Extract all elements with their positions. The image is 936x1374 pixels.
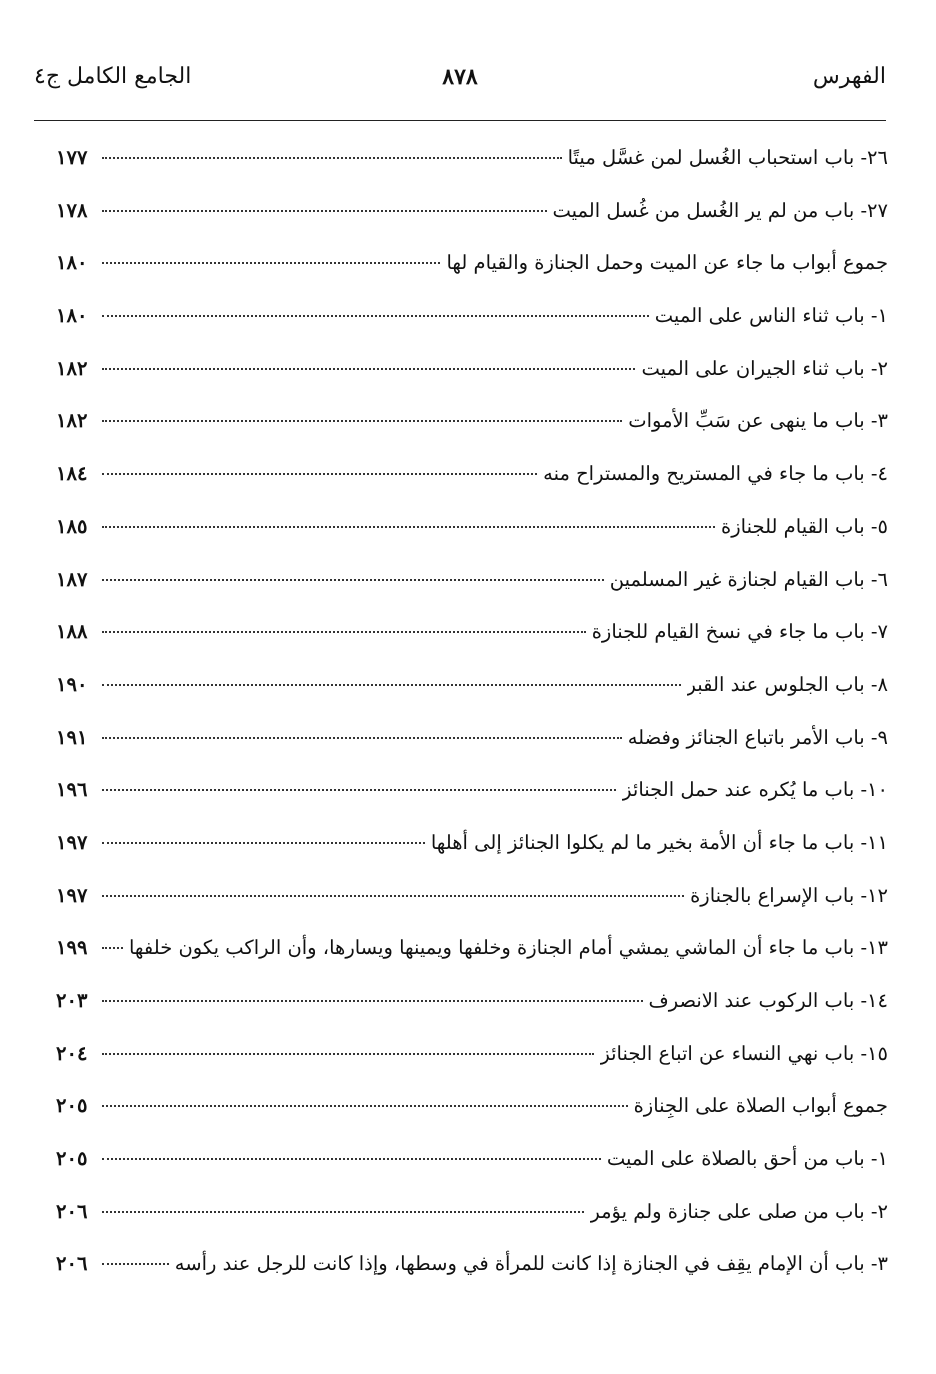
- toc-entry-page: ١٩٧: [56, 883, 88, 907]
- toc-entry-title: جموع أبواب الصلاة على الجِنازة: [633, 1094, 888, 1118]
- toc-entry-page: ١٨٧: [56, 567, 88, 591]
- toc-entry: [56, 347, 888, 400]
- toc-entry-title: جموع أبواب ما جاء عن الميت وحمل الجنازة والقيام لها: [446, 251, 888, 275]
- toc-entry-page: ٢٠٥: [56, 1147, 88, 1171]
- toc-entry-page: ٢٠٦: [56, 1199, 88, 1223]
- table-of-contents: [56, 136, 888, 1295]
- toc-section-heading: [56, 1084, 888, 1137]
- toc-entry: [56, 452, 888, 505]
- toc-entry-page: ١٩١: [56, 725, 88, 749]
- dot-leader: [102, 420, 622, 422]
- toc-entry: [56, 136, 888, 189]
- dot-leader: [102, 1158, 601, 1160]
- page-number: ٨٧٨: [442, 64, 478, 90]
- toc-entry-title: ٣- باب أن الإمام يقِف في الجنازة إذا كانت للمرأة في وسطها، وإذا كانت للرجل عند رأسه: [174, 1252, 888, 1276]
- toc-entry: [56, 1032, 888, 1085]
- toc-entry-page: ١٨٢: [56, 356, 88, 380]
- toc-entry: [56, 399, 888, 452]
- toc-entry-page: ١٨٠: [56, 304, 88, 328]
- toc-entry-title: ٢- باب من صلى على جنازة ولم يؤمر: [590, 1199, 888, 1223]
- toc-entry-title: ٦- باب القيام لجنازة غير المسلمين: [609, 567, 888, 591]
- toc-entry: [56, 505, 888, 558]
- toc-entry: [56, 979, 888, 1032]
- toc-entry: [56, 294, 888, 347]
- toc-entry-title: ١٤- باب الركوب عند الانصرف: [648, 989, 888, 1012]
- dot-leader: [102, 1105, 628, 1107]
- header-divider: [34, 120, 886, 121]
- dot-leader: [102, 737, 622, 739]
- toc-entry-page: ١٩٦: [56, 778, 88, 802]
- toc-entry: [56, 1137, 888, 1190]
- toc-entry-page: ١٨٤: [56, 462, 88, 486]
- toc-entry: [56, 926, 888, 979]
- toc-entry-title: ١٣- باب ما جاء أن الماشي يمشي أمام الجنازة وخلفها ويمينها ويسارها، وأن الراكب يكون خلفها: [128, 936, 888, 960]
- toc-entry-title: ١٠- باب ما يُكره عند حمل الجنائز: [622, 778, 888, 802]
- toc-entry-page: ١٧٧: [56, 146, 88, 169]
- toc-entry: [56, 189, 888, 242]
- toc-entry-page: ٢٠٦: [56, 1252, 88, 1276]
- toc-entry: [56, 768, 888, 821]
- dot-leader: [102, 1263, 169, 1265]
- toc-entry-page: ١٨٨: [56, 620, 88, 644]
- toc-section-heading: [56, 241, 888, 294]
- toc-entry-title: ١- باب من أحق بالصلاة على الميت: [606, 1147, 888, 1171]
- dot-leader: [102, 1053, 594, 1055]
- dot-leader: [102, 210, 547, 212]
- dot-leader: [102, 1211, 584, 1213]
- dot-leader: [102, 526, 715, 528]
- dot-leader: [102, 1000, 643, 1002]
- toc-entry-page: ٢٠٣: [56, 989, 88, 1012]
- book-title: الجامع الكامل ج٤: [34, 64, 192, 89]
- toc-entry-page: ٢٠٤: [56, 1041, 88, 1065]
- page-header: [34, 60, 886, 100]
- toc-entry-title: ٣- باب ما ينهى عن سَبِّ الأموات: [628, 409, 888, 433]
- toc-entry: [56, 821, 888, 874]
- dot-leader: [102, 684, 681, 686]
- toc-entry: [56, 558, 888, 611]
- toc-entry-page: ١٩٩: [56, 936, 88, 960]
- dot-leader: [102, 579, 604, 581]
- toc-entry-page: ١٨٢: [56, 409, 88, 433]
- toc-entry-title: ٢- باب ثناء الجيران على الميت: [641, 356, 888, 380]
- toc-entry: [56, 716, 888, 769]
- dot-leader: [102, 631, 586, 633]
- toc-entry-page: ١٩٧: [56, 830, 88, 854]
- dot-leader: [102, 842, 425, 844]
- toc-entry-title: ٧- باب ما جاء في نسخ القيام للجنازة: [591, 620, 888, 644]
- toc-entry-page: ١٧٨: [56, 198, 88, 222]
- toc-entry-title: ٢٧- باب من لم ير الغُسل من غُسل الميت: [552, 198, 888, 222]
- dot-leader: [102, 947, 123, 949]
- toc-entry-page: ١٨٠: [56, 251, 88, 275]
- section-title: الفهرس: [812, 64, 886, 89]
- toc-entry: [56, 610, 888, 663]
- dot-leader: [102, 157, 562, 159]
- toc-entry-title: ١- باب ثناء الناس على الميت: [654, 304, 888, 328]
- toc-entry: [56, 1190, 888, 1243]
- dot-leader: [102, 315, 649, 317]
- toc-entry-title: ١١- باب ما جاء أن الأمة بخير ما لم يكلوا الجنائز إلى أهلها: [430, 830, 888, 854]
- dot-leader: [102, 262, 440, 264]
- toc-entry: [56, 663, 888, 716]
- toc-entry-title: ٥- باب القيام للجنازة: [721, 514, 888, 538]
- dot-leader: [102, 368, 635, 370]
- dot-leader: [102, 895, 684, 897]
- toc-entry-page: ٢٠٥: [56, 1094, 88, 1118]
- toc-entry-page: ١٩٠: [56, 672, 88, 696]
- dot-leader: [102, 789, 616, 791]
- toc-entry-title: ١٥- باب نهي النساء عن اتباع الجنائز: [600, 1041, 888, 1065]
- toc-entry-title: ٤- باب ما جاء في المستريح والمستراح منه: [543, 462, 888, 486]
- toc-entry-title: ٩- باب الأمر باتباع الجنائز وفضله: [627, 725, 888, 749]
- toc-entry-page: ١٨٥: [56, 514, 88, 538]
- toc-entry-title: ٨- باب الجلوس عند القبر: [686, 672, 888, 696]
- toc-entry-title: ٢٦- باب استحباب الغُسل لمن غسَّل ميتًا: [567, 146, 888, 169]
- toc-entry: [56, 874, 888, 927]
- dot-leader: [102, 473, 537, 475]
- toc-entry-title: ١٢- باب الإسراع بالجنازة: [690, 883, 888, 907]
- toc-entry: [56, 1242, 888, 1295]
